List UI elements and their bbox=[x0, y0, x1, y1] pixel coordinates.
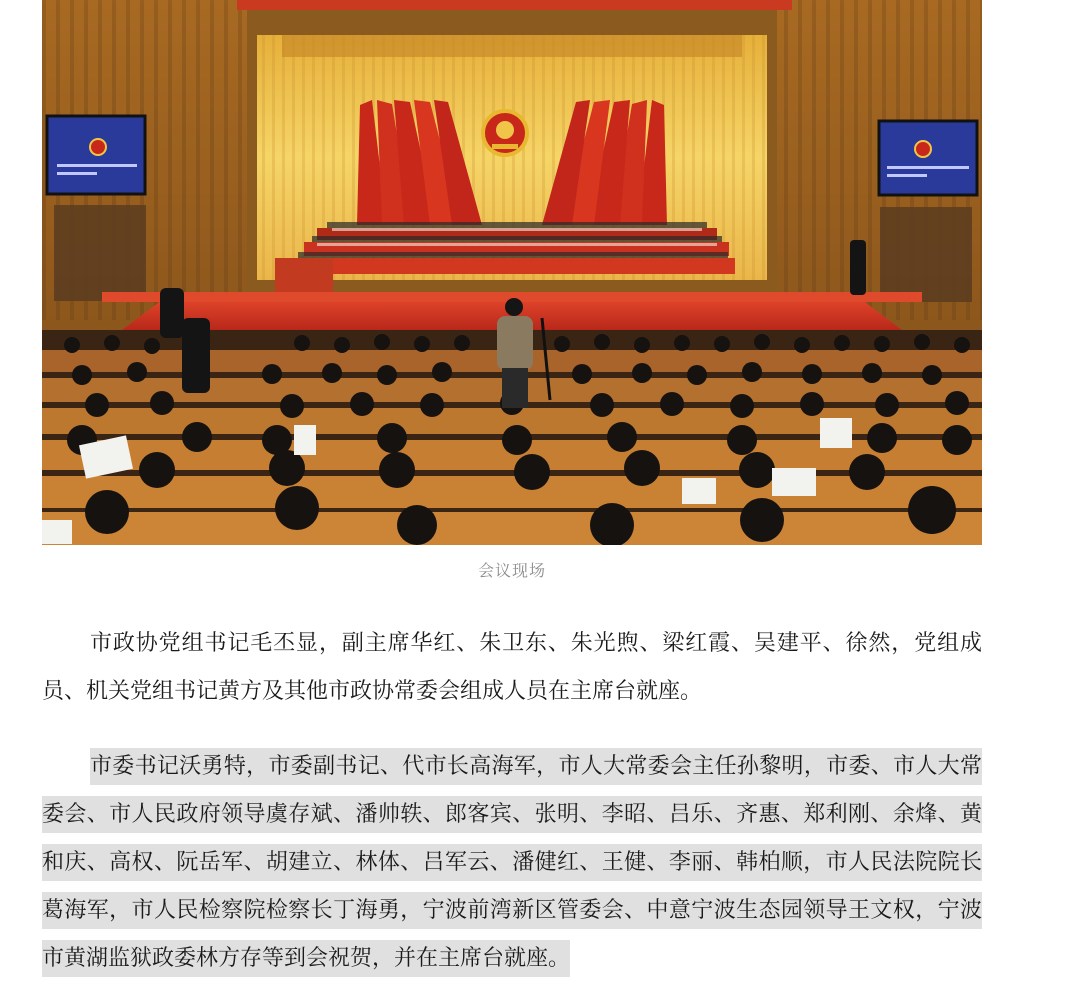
paragraph-presidium-text: 市政协党组书记毛丕显，副主席华红、朱卫东、朱光煦、梁红霞、吴建平、徐然，党组成员、机关党组书记黄方及其他市政协常委会组成人员在主席台就座。 bbox=[42, 631, 982, 704]
right-display-screen bbox=[879, 121, 977, 302]
cppcc-emblem bbox=[483, 111, 527, 155]
photo-caption: 会议现场 bbox=[477, 561, 546, 580]
presidium-rows bbox=[290, 222, 735, 274]
paragraph-guests bbox=[42, 743, 982, 983]
left-display-screen bbox=[47, 116, 146, 301]
podium bbox=[275, 258, 333, 296]
paragraph-presidium bbox=[42, 620, 982, 716]
conference-hall-photo bbox=[42, 0, 982, 545]
paragraph-guests-text: 市委书记沃勇特，市委副书记、代市长高海军，市人大常委会主任孙黎明，市委、市人大常委会、市人民政府领导虞存斌、潘帅轶、郎客宾、张明、李昭、吕乐、齐惠、郑利刚、余烽、黄和庆、高权、阮岳军、胡建立、林体、吕军云、潘健红、王健、李丽、韩柏顺，市人民法院院长葛海军，市人民检察院检察长丁海勇，宁波前湾新区管委会、中意宁波生态园领导王文权，宁波市黄湖监狱政委林方存等到会祝贺，并在主席台就座。 bbox=[42, 748, 982, 977]
